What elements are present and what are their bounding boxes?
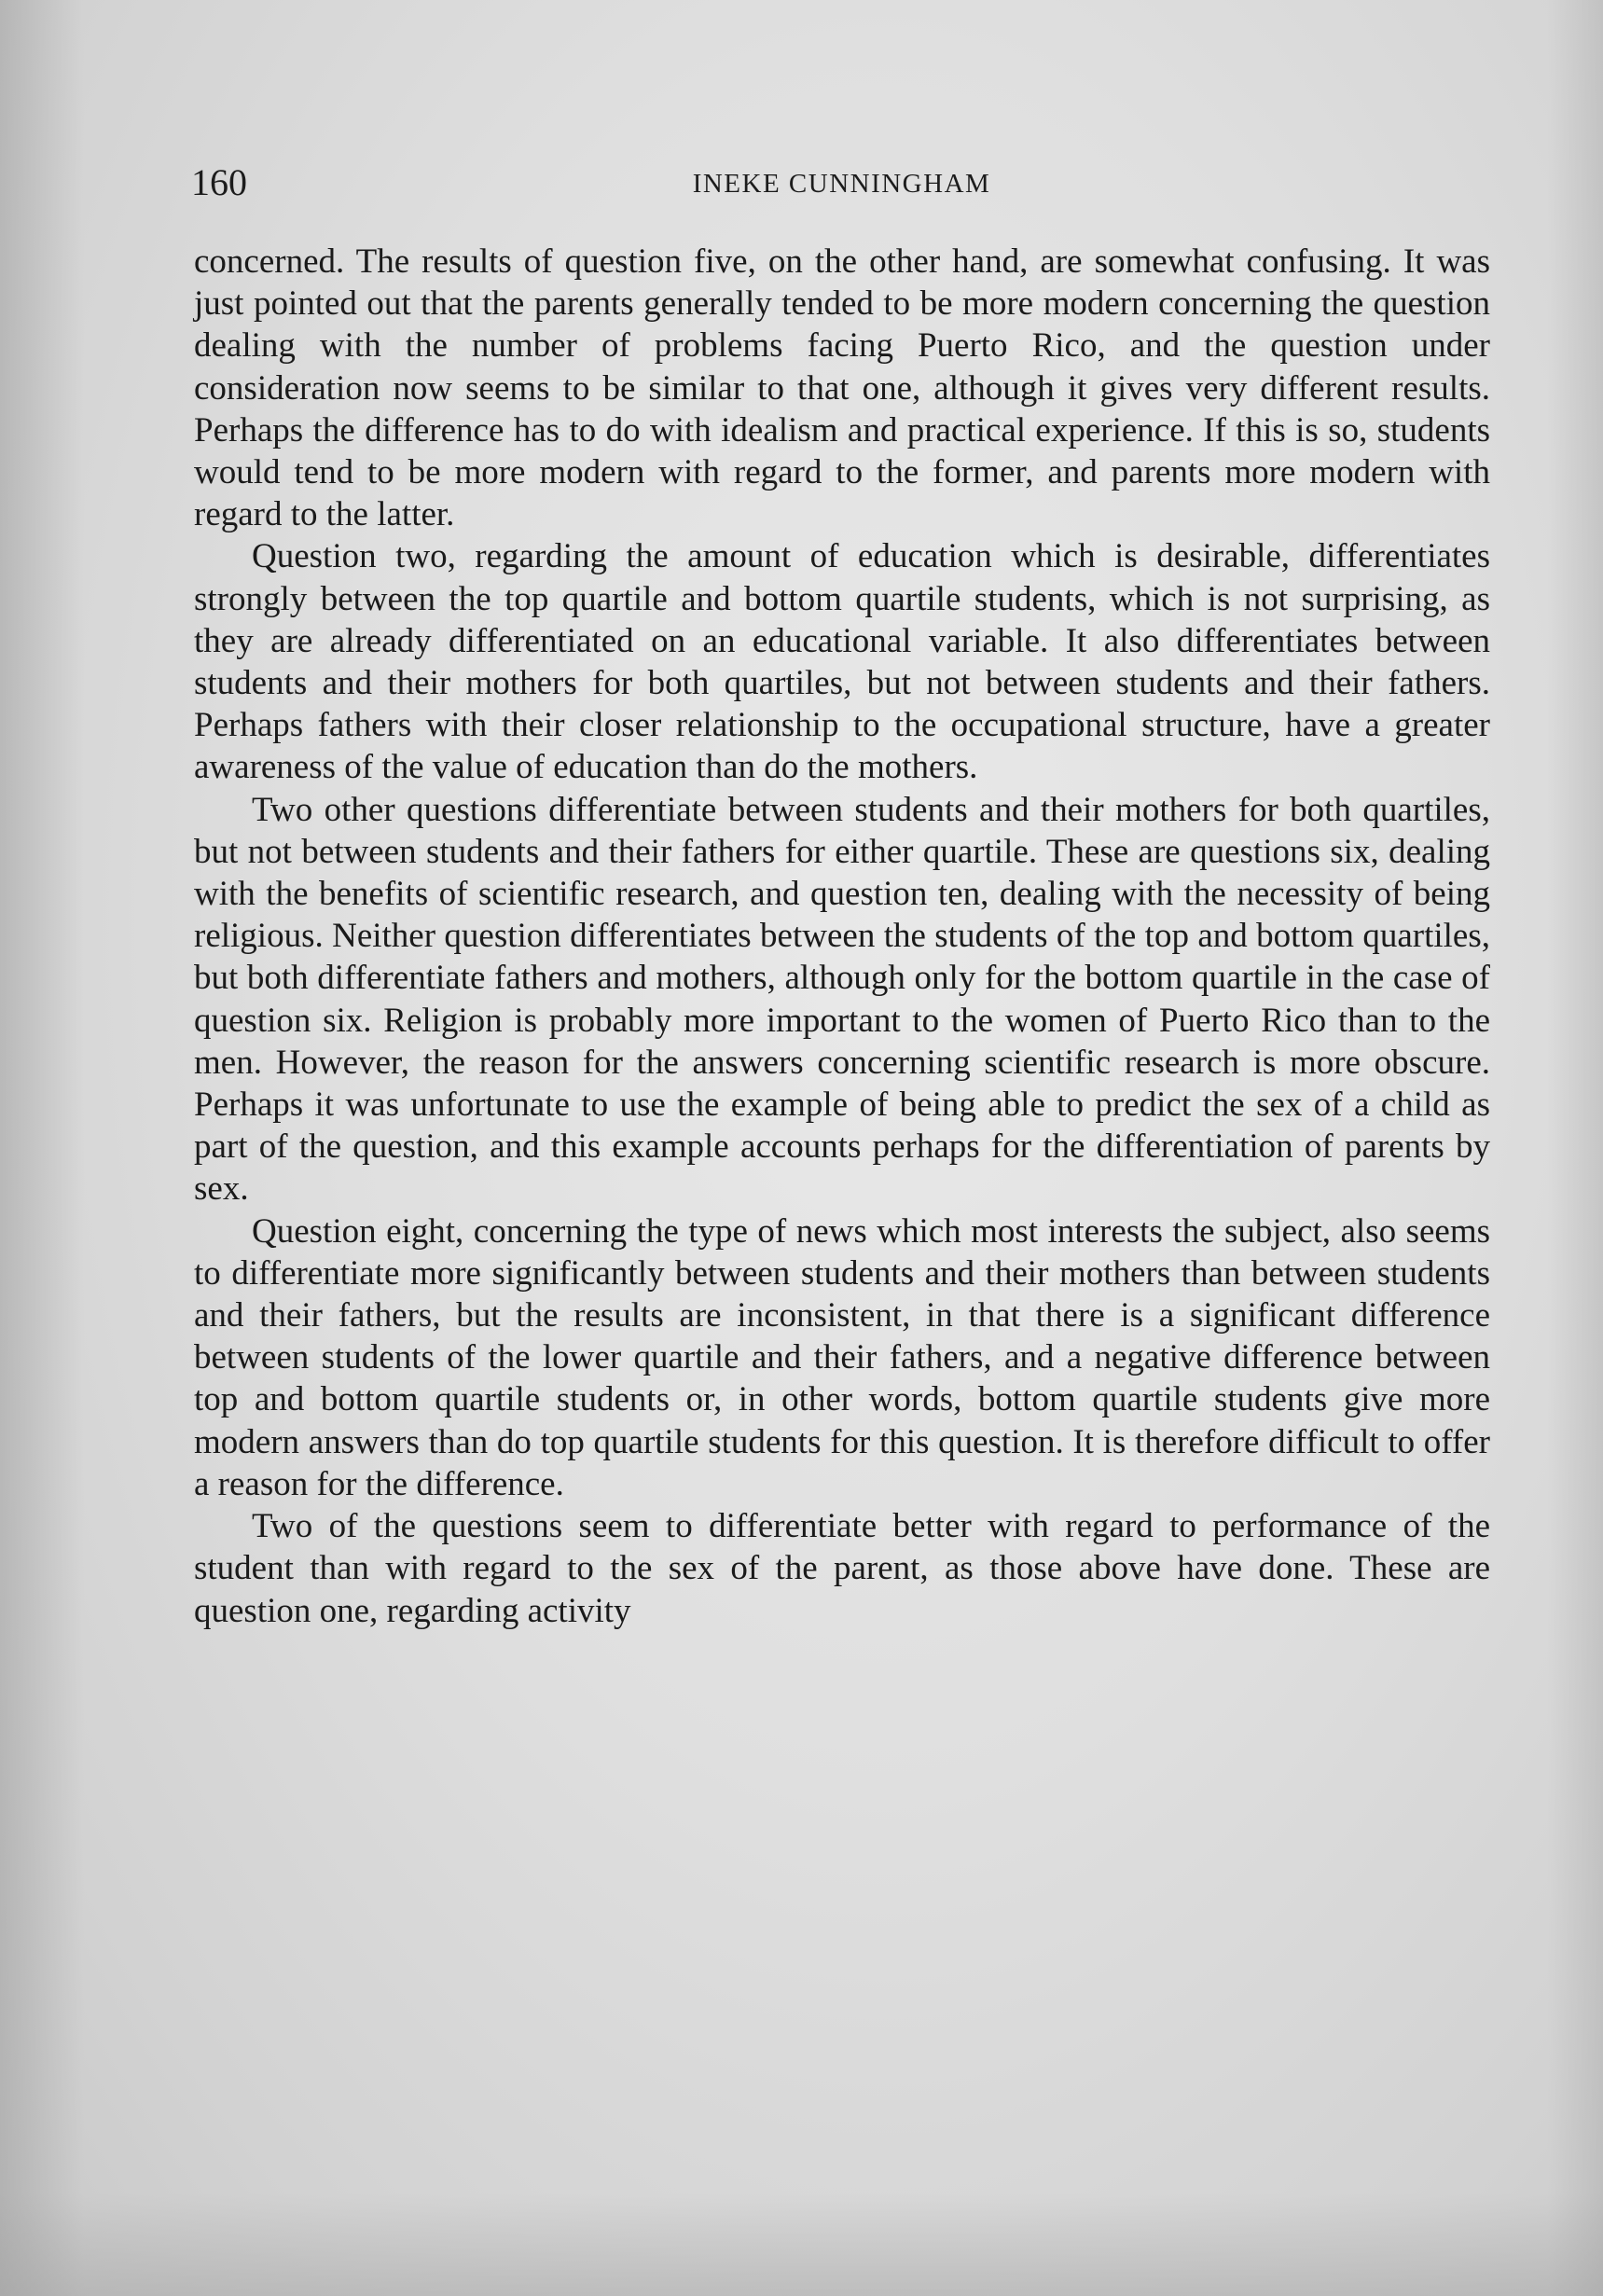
- page-shadow-left: [0, 0, 84, 2296]
- paragraph-continued: concerned. The results of question five, on the other hand, are somewhat confusing. It was just pointed out that the parents generally tended to be more modern concerning the question dealing with the number of problems facing Puerto Rico, and the question under consideration now seems to be similar to that one, although it gives very different results. Perhaps the difference has to do with idealism and practical experience. If this is so, students would tend to be more modern with regard to the former, and parents more modern with regard to the latter.: [194, 242, 1490, 534]
- paragraph-questions-six-ten: Two other questions differentiate between students and their mothers for both quartiles, but not between students and their fathers for either quartile. These are questions six, dealing with the benefits of scientific research, and question ten, dealing with the necessity of being religious. Neither question differentiates between the students of the top and bottom quartiles, but both differentiate fathers and mothers, although only for the bottom quartile in the case of question six. Religion is probably more important to the women of Puerto Rico than to the men. However, the reason for the answers concerning scientific research is more obscure. Perhaps it was unfortunate to use the example of being able to predict the sex of a child as part of the question, and this example accounts perhaps for the differentiation of parents by sex.: [194, 790, 1490, 1209]
- page-shadow-right: [1547, 0, 1603, 2296]
- body-text: [194, 241, 1490, 1632]
- page-shadow-bottom: [0, 2193, 1603, 2296]
- paragraph-question-eight: Question eight, concerning the type of news which most interests the subject, also seems to differentiate more significantly between students and their mothers than between students and their fathers, but the results are inconsistent, in that there is a significant difference between students of the lower quartile and their fathers, and a negative difference between top and bottom quartile students or, in other words, bottom quartile students give more modern answers than do top quartile students for this question. It is therefore difficult to offer a reason for the difference.: [194, 1211, 1490, 1503]
- running-title: INEKE CUNNINGHAM: [692, 169, 991, 199]
- running-head: [191, 159, 1492, 207]
- paragraph-question-one: Two of the questions seem to differentiate better with regard to performance of the student than with regard to the sex of the parent, as those above have done. These are question one, regarding activity: [194, 1507, 1490, 1630]
- paragraph-question-two: Question two, regarding the amount of education which is desirable, differentiates strongly between the top quartile and bottom quartile students, which is not surprising, as they are already differentiated on an educational variable. It also differentiates between students and their mothers for both quartiles, but not between students and their fathers. Perhaps fathers with their closer relationship to the occupational structure, have a greater awareness of the value of education than do the mothers.: [194, 537, 1490, 787]
- page-number: 160: [191, 161, 247, 203]
